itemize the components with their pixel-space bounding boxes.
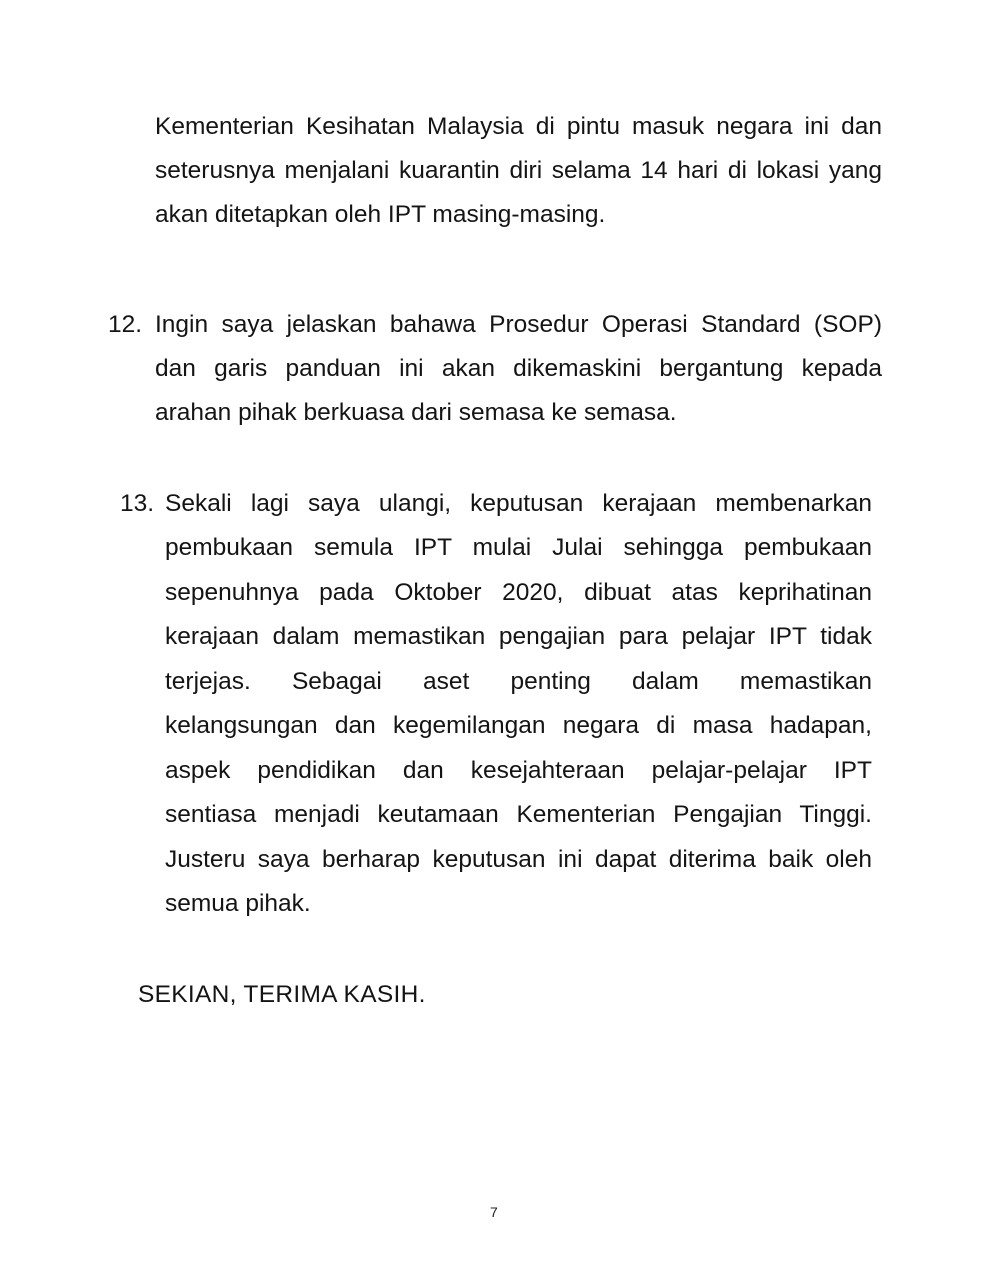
text-line: akan ditetapkan oleh IPT masing-masing.	[155, 201, 606, 228]
text-line: seterusnya menjalani kuarantin diri selama 14 hari di lokasi yang	[155, 157, 882, 184]
page-number: 7	[490, 1204, 498, 1220]
text-line: Sekali lagi saya ulangi, keputusan kerajaan membenarkan	[165, 490, 872, 517]
text-line: sepenuhnya pada Oktober 2020, dibuat atas keprihatinan	[165, 579, 872, 606]
text-line: kelangsungan dan kegemilangan negara di masa hadapan,	[165, 712, 872, 739]
text-line: semua pihak.	[165, 890, 311, 917]
text-line: Ingin saya jelaskan bahawa Prosedur Operasi Standard (SOP)	[155, 311, 882, 338]
text-line: kerajaan dalam memastikan pengajian para pelajar IPT tidak	[165, 623, 872, 650]
text-line: Kementerian Kesihatan Malaysia di pintu masuk negara ini dan	[155, 113, 882, 140]
text-line: Justeru saya berharap keputusan ini dapat diterima baik oleh	[165, 846, 872, 873]
text-line: terjejas. Sebagai aset penting dalam memastikan	[165, 668, 872, 695]
text-line: aspek pendidikan dan kesejahteraan pelajar-pelajar IPT	[165, 757, 872, 784]
text-line: arahan pihak berkuasa dari semasa ke semasa.	[155, 399, 677, 426]
text-line: sentiasa menjadi keutamaan Kementerian Pengajian Tinggi.	[165, 801, 872, 828]
text-line: pembukaan semula IPT mulai Julai sehingga pembukaan	[165, 534, 872, 561]
paragraph-number: 12.	[108, 311, 143, 338]
text-line: dan garis panduan ini akan dikemaskini bergantung kepada	[155, 355, 882, 382]
paragraph-number: 13.	[120, 490, 155, 517]
closing-statement: SEKIAN, TERIMA KASIH.	[138, 981, 426, 1008]
